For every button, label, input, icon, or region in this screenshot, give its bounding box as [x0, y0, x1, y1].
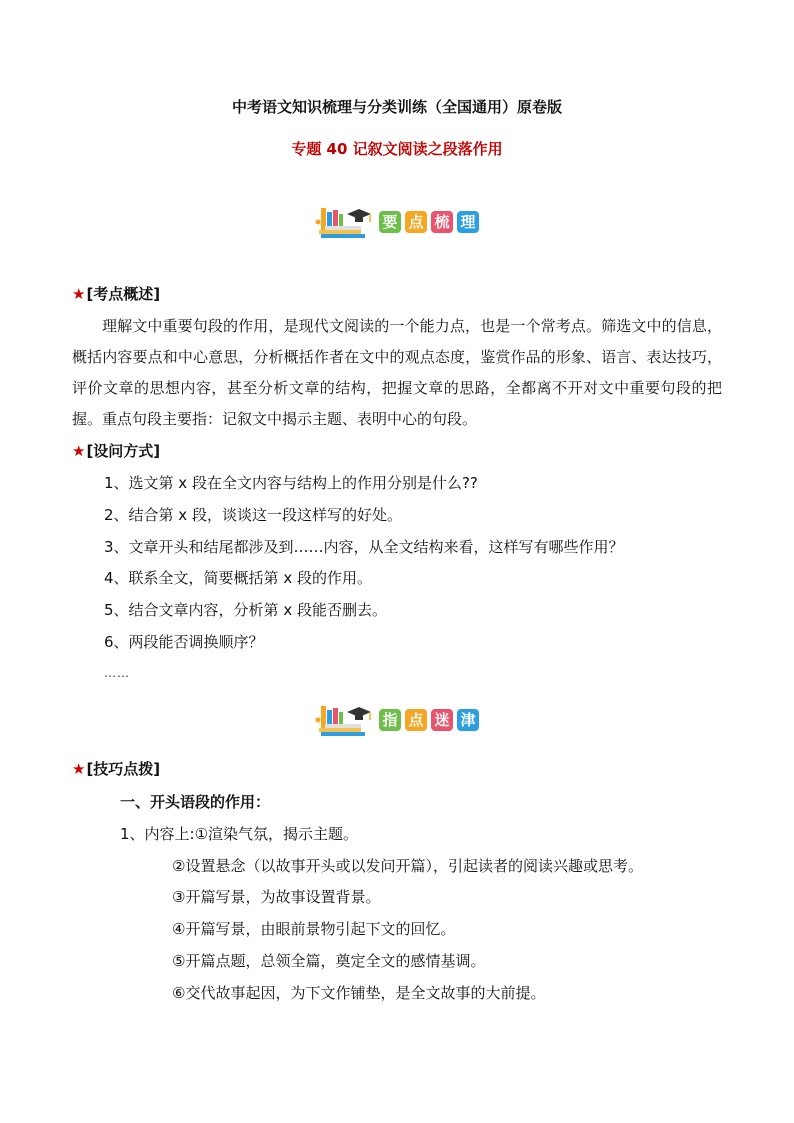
question-item: 1、选文第 x 段在全文内容与结构上的作用分别是什么??	[104, 474, 478, 492]
section-heading-questions	[72, 440, 160, 461]
star-icon: ★	[72, 442, 86, 460]
tips-line: ②设置悬念（以故事开头或以发问开篇），引起读者的阅读兴趣或思考。	[172, 857, 643, 875]
books-icon	[315, 202, 373, 242]
books-icon	[315, 700, 373, 740]
overview-paragraph: 理解文中重要句段的作用，是现代文阅读的一个能力点，也是一个常考点。筛选文中的信息，概括内容要点和中心意思，分析概括作者在文中的观点态度，鉴赏作品的形象、语言、表达技巧，评价文章的思想内容，甚至分析文章的结构，把握文章的思路，全都离不开对文中重要句段的把握。重点句段主要指：记叙文中揭示主题、表明中心的句段。	[72, 317, 722, 428]
banner-tile: 理	[457, 211, 479, 233]
section-heading-overview	[72, 283, 160, 304]
banner-tile: 要	[379, 211, 401, 233]
tips-line: 1、内容上:①渲染气氛，揭示主题。	[120, 825, 359, 843]
document-subtitle: 专题 40 记叙文阅读之段落作用	[291, 140, 503, 158]
heading-text: [设问方式]	[86, 442, 161, 460]
question-item: 4、联系全文，简要概括第 x 段的作用。	[104, 569, 372, 587]
banner-key-points	[0, 202, 794, 242]
question-item: 5、结合文章内容，分析第 x 段能否删去。	[104, 601, 387, 619]
star-icon: ★	[72, 760, 86, 778]
banner-tile: 津	[457, 709, 479, 731]
tips-subheading: 一、开头语段的作用：	[120, 793, 271, 811]
question-item: 2、结合第 x 段，谈谈这一段这样写的好处。	[104, 506, 402, 524]
document-title: 中考语文知识梳理与分类训练（全国通用）原卷版	[231, 98, 562, 116]
banner-tile: 迷	[431, 709, 453, 731]
tips-line: ⑥交代故事起因，为下文作铺垫，是全文故事的大前提。	[172, 984, 546, 1002]
question-item: 6、两段能否调换顺序？	[104, 633, 264, 651]
question-item: 3、文章开头和结尾都涉及到……内容，从全文结构来看，这样写有哪些作用？	[104, 538, 624, 556]
tips-line: ④开篇写景，由眼前景物引起下文的回忆。	[172, 920, 456, 938]
banner-tile: 点	[405, 211, 427, 233]
banner-tile: 梳	[431, 211, 453, 233]
tips-line: ③开篇写景，为故事设置背景。	[172, 888, 381, 906]
star-icon: ★	[72, 285, 86, 303]
ellipsis: ……	[104, 666, 130, 680]
banner-tips	[0, 700, 794, 740]
heading-text: [考点概述]	[86, 285, 161, 303]
section-heading-tips	[72, 758, 160, 779]
heading-text: [技巧点拨]	[86, 760, 161, 778]
banner-tile: 点	[405, 709, 427, 731]
banner-tile: 指	[379, 709, 401, 731]
tips-line: ⑤开篇点题，总领全篇，奠定全文的感情基调。	[172, 952, 486, 970]
